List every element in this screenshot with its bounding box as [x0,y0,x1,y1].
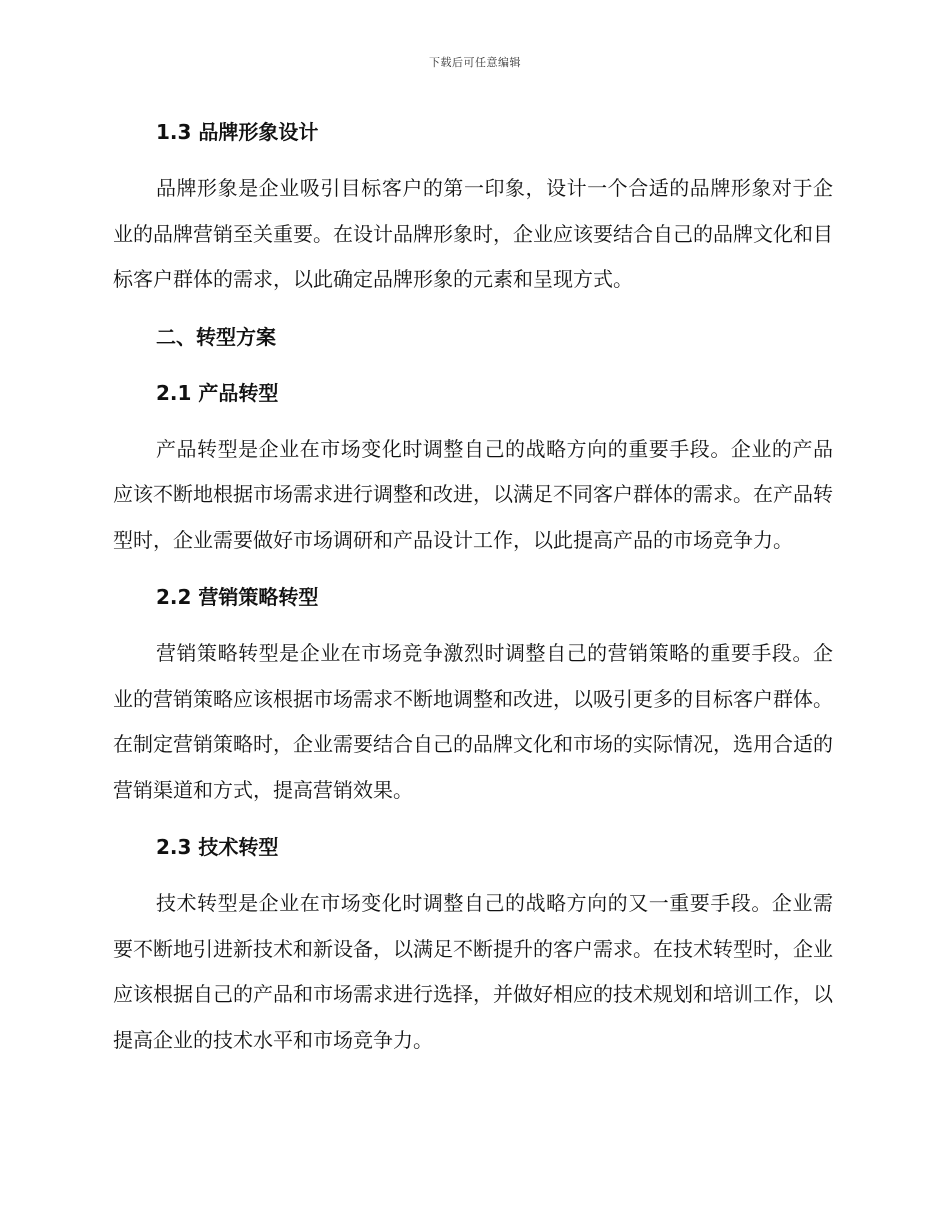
section-paragraph-2-3: 技术转型是企业在市场变化时调整自己的战略方向的又一重要手段。企业需要不断地引进新技术和新设备，以满足不断提升的客户需求。在技术转型时，企业应该根据自己的产品和市场需求进行选择，并做好相应的技术规划和培训工作，以提高企业的技术水平和市场竞争力。 [113,891,833,1052]
section-heading-2: 二、转型方案 [156,324,276,349]
section-heading-2-1: 2.1 产品转型 [156,380,279,405]
section-paragraph-1-3: 品牌形象是企业吸引目标客户的第一印象，设计一个合适的品牌形象对于企业的品牌营销至关重要。在设计品牌形象时，企业应该要结合自己的品牌文化和目标客户群体的需求，以此确定品牌形象的元素和呈现方式。 [113,176,833,291]
section-heading-2-2: 2.2 营销策略转型 [156,585,319,609]
section-paragraph-2-1: 产品转型是企业在市场变化时调整自己的战略方向的重要手段。企业的产品应该不断地根据市场需求进行调整和改进，以满足不同客户群体的需求。在产品转型时，企业需要做好市场调研和产品设计工作，以此提高产品的市场竞争力。 [113,436,833,552]
document-body [113,110,833,1063]
section-heading-2-3: 2.3 技术转型 [156,835,279,859]
section-paragraph-2-2: 营销策略转型是企业在市场竞争激烈时调整自己的营销策略的重要手段。企业的营销策略应该根据市场需求不断地调整和改进，以吸引更多的目标客户群体。在制定营销策略时，企业需要结合自己的品牌文化和市场的实际情况，选用合适的营销渠道和方式，提高营销效果。 [113,641,833,802]
section-heading-1-3: 1.3 品牌形象设计 [156,120,319,144]
header-note: 下载后可任意编辑 [429,56,521,69]
